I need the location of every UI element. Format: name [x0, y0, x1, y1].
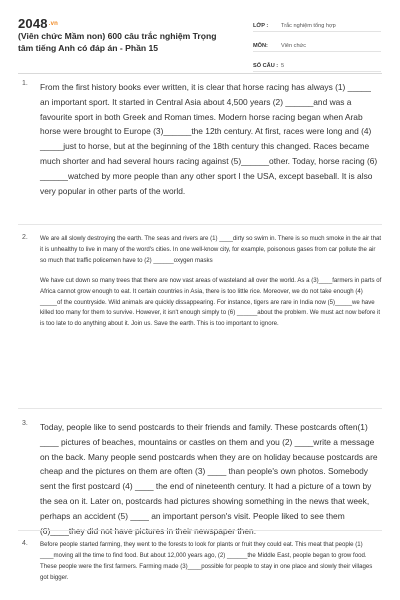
- question-number: 3.: [22, 420, 28, 427]
- question-number: 4.: [22, 540, 28, 547]
- question-divider: [18, 530, 382, 531]
- site-logo[interactable]: [18, 16, 58, 31]
- question-text: From the first history books ever written, it is clear that horse racing has always (1) _____ an important sport. It started in Central Asia about 4,500 years (2) ______and was a favourite sport in both Greek and Roman times. Modern horse racing began when Arab horse were brought to Europe (3)______the 12th century. At first, races were long and (4) _____just to horse, but at the beginning of the 18th century this changed. Races became much shorter and had several hours racing against (5)______other. Today, horse racing (6) ______watched by more people than any other sport I the USA, except baseball. It is also very popular in other parts of the world.: [40, 82, 378, 196]
- question-text: Today, people like to send postcards to their friends and family. These postcards often(1) ____ pictures of beaches, mountains or castles on them and you (2) ____write a message on the back. Many people send postcards when they are on holiday because postcards are cheap and the pictures on them are often (3) ____ than people's own photos. Somebody sent the first postcard (4) ____ the end of nineteenth century. It had a picture of a town by the sea on it. Later on, postcards had pictures showing something in the news that week, perhaps an accident (5) ____ an important person's visit. People liked to see them: [40, 422, 378, 521]
- question-body: [40, 234, 382, 330]
- question-paragraph: We are all slowly destroying the earth. The seas and rivers are (1) ____dirty so swim in. There is so much smoke in the air that it is unhealthy to live in many of the word's cities. In one well-know city, for example, poisonous gases from car pollute the air so much that traffic policemen have to (2) ______oxygen masks: [40, 235, 382, 264]
- logo-main: 2048: [18, 16, 48, 31]
- question-number: 1.: [22, 80, 28, 87]
- meta-row-mon: [253, 34, 381, 52]
- header-divider: [18, 73, 382, 74]
- meta-label-socau: SỐ CÂU :: [253, 63, 279, 69]
- meta-value-lop: Trắc nghiệm tổng hợp: [281, 23, 336, 29]
- meta-label-mon: MÔN:: [253, 43, 268, 49]
- header: [0, 0, 400, 68]
- question-divider: [18, 408, 382, 409]
- meta-row-socau: [253, 54, 381, 72]
- question-number: 2.: [22, 234, 28, 241]
- logo-suffix: .vn: [48, 21, 59, 27]
- meta-row-lop: [253, 14, 381, 32]
- question-divider: [18, 224, 382, 225]
- meta-panel: [253, 14, 381, 74]
- question-text: Before people started farming, they went to the forests to look for plants or fruit they could eat. This meat that people (1) ____moving all the time to find food. But about 12,000 years ago, (2) ______the Middle East, people began to grow food. These people were the first farmers. Farming made (3)____possible for people to stay in one place and slowly their villages got bigger.: [40, 541, 373, 581]
- page-title: (Viên chức Mầm non) 600 câu trắc nghiệm Trọng tâm tiếng Anh có đáp án - Phần 15: [18, 31, 217, 53]
- question-paragraph: We have cut down so many trees that there are now vast areas of wasteland all over the world. As a (3)____farmers in parts of Africa cannot grow enough to eat. It certain countries in Asia, there is too little rice. Moreover, we do not take enough (4) _____of the countryside. Wild animals are quickly dissappearing. For instance, tigers are rare in India now (5)_____we have killed too many for them to survive. However, it isn't enough simply to (6) ______about the problem. We must act now before it is too late to do anything about it. Join us. Save the earth. This is too important to ignore.: [40, 276, 382, 328]
- meta-label-lop: LỚP :: [253, 23, 269, 29]
- meta-value-socau: 5: [281, 63, 285, 69]
- meta-value-mon: Viên chức: [281, 43, 307, 49]
